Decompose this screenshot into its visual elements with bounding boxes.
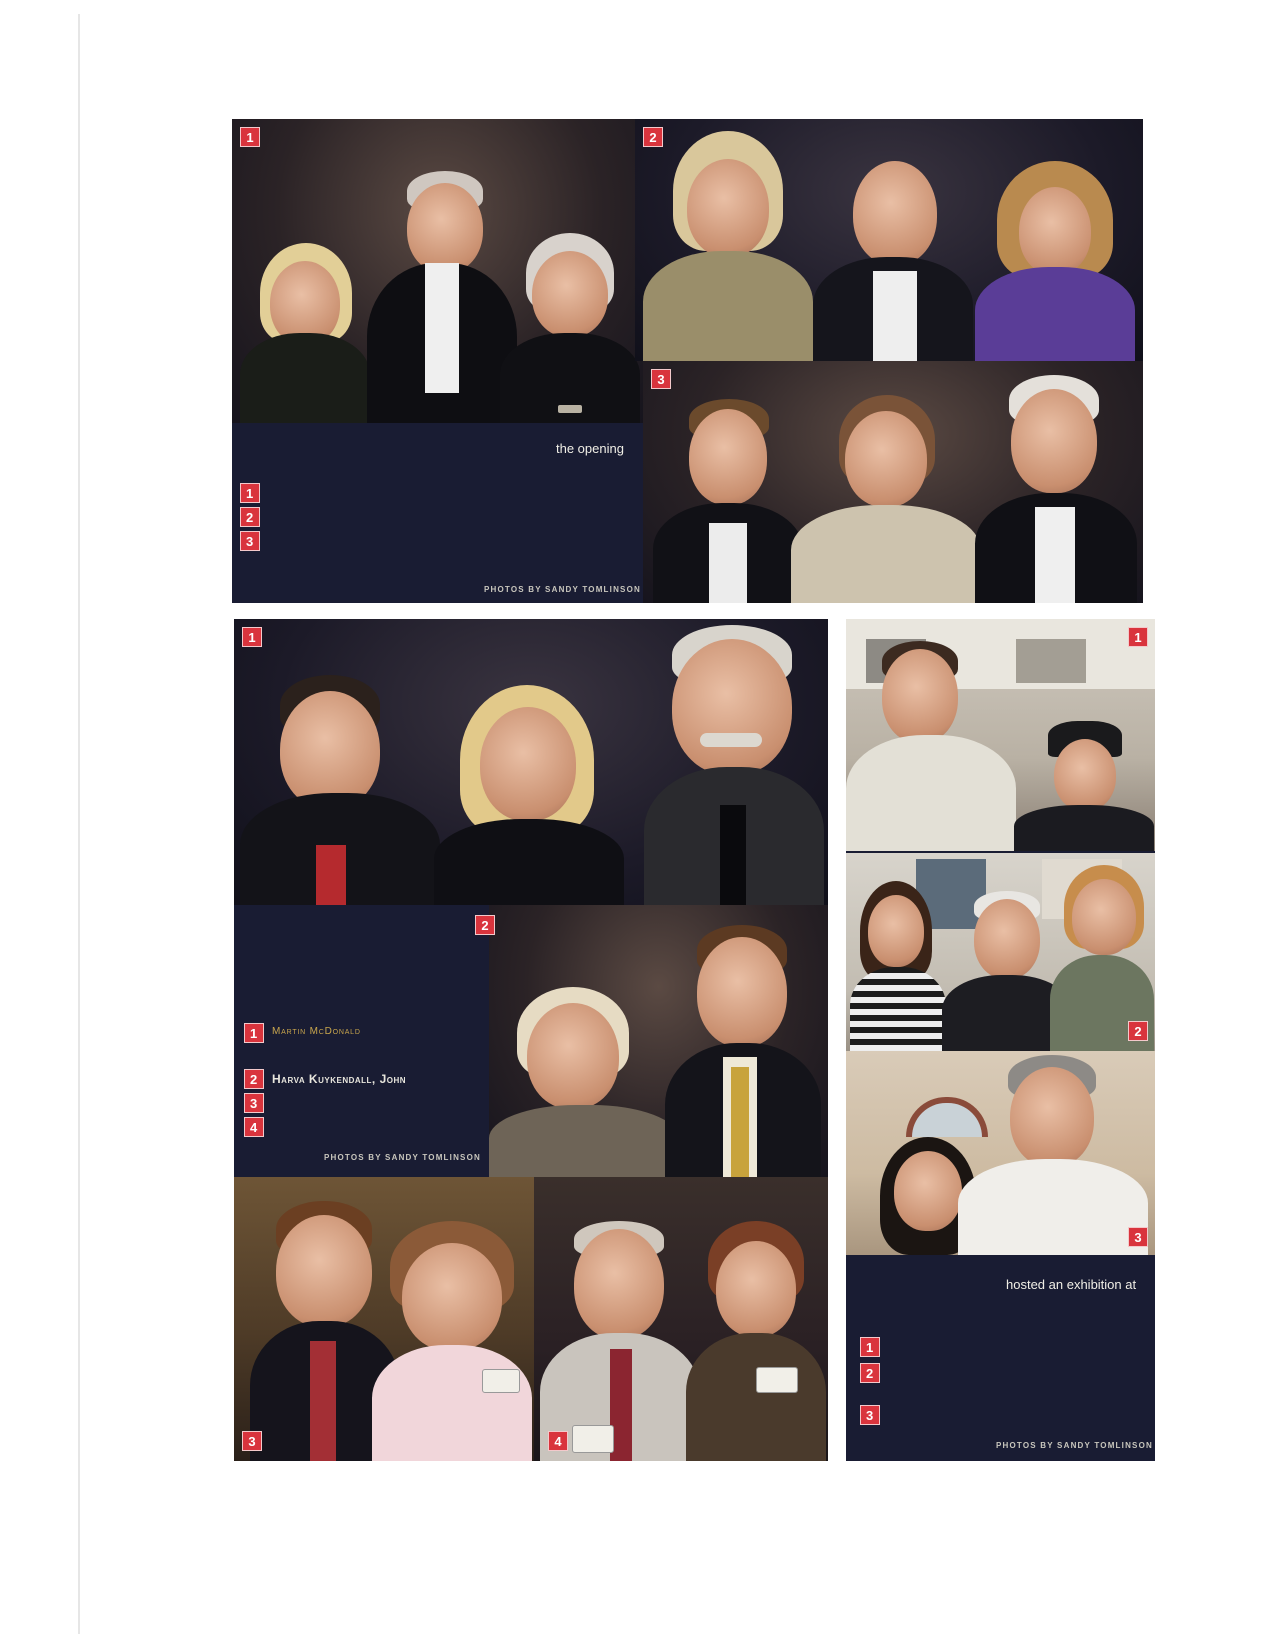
photo-number-badge: 3 [1128,1227,1148,1247]
photo-number-badge: 1 [242,627,262,647]
name-tag [482,1369,520,1393]
caption-highlight: the opening [556,441,624,456]
caption-number-badge: 2 [860,1363,880,1383]
name-tag [756,1367,798,1393]
photo-number-badge: 3 [651,369,671,389]
person [643,131,813,361]
photo-number-badge: 4 [548,1431,568,1451]
photo-number-badge: 3 [242,1431,262,1451]
photo-credit: PHOTOS BY SANDY TOMLINSON [324,1153,481,1162]
photo-number-badge: 2 [643,127,663,147]
caption-number-badge: 1 [244,1023,264,1043]
person [500,223,640,423]
person [850,881,946,1051]
caption-number-badge: 3 [244,1093,264,1113]
person [372,1221,532,1461]
photo-b3 [234,1177,534,1461]
caption-item-highlight: Martin McDonald [272,1026,361,1037]
photo-a2 [635,119,1143,361]
jewel-brooch [558,405,582,413]
caption-number-badge: 2 [240,507,260,527]
person [846,641,1016,851]
person [975,161,1135,361]
caption-number-badge: 1 [860,1337,880,1357]
caption-item-highlight: Harva Kuykendall, John [272,1072,407,1086]
person [791,395,981,603]
event-panel-c [846,619,1155,1461]
person [975,375,1137,603]
caption-number-badge: 1 [240,483,260,503]
caption-list-item [244,1023,480,1063]
event-panel-a [232,119,1143,603]
person [240,223,370,423]
person [434,685,624,905]
page-gutter-line [78,14,80,1634]
photo-b2 [481,905,828,1177]
caption-list-item [244,1117,480,1139]
person [653,395,803,603]
person [489,987,679,1177]
photo-c1 [846,619,1155,851]
caption-list-item [860,1337,1150,1359]
person [958,1055,1148,1255]
caption-list-item [860,1405,1150,1427]
event-panel-b [234,619,828,1461]
person [367,143,517,423]
photo-credit: PHOTOS BY SANDY TOMLINSON [484,585,641,594]
photo-credit: PHOTOS BY SANDY TOMLINSON [996,1441,1153,1450]
photo-number-badge: 2 [1128,1021,1148,1041]
person [1014,721,1154,851]
photo-b4 [534,1177,828,1461]
person [644,625,824,905]
caption-number-badge: 3 [240,531,260,551]
caption-number-badge: 2 [244,1069,264,1089]
caption-list-item [240,483,636,505]
person [686,1221,826,1461]
caption-number-badge: 3 [860,1405,880,1425]
photo-c3 [846,1051,1155,1255]
photo-number-badge: 1 [1128,627,1148,647]
caption-highlight: hosted an exhibition at [1006,1277,1137,1292]
caption-list-item [244,1093,480,1115]
caption-list-item [240,531,636,553]
photo-number-badge: 1 [240,127,260,147]
caption-list-item [244,1069,480,1091]
photo-number-badge: 2 [475,915,495,935]
person [813,161,973,361]
person [665,925,821,1177]
photo-a3 [643,361,1143,603]
photo-b1 [234,619,828,905]
name-tag [572,1425,614,1453]
caption-number-badge: 4 [244,1117,264,1137]
caption-list-item [860,1363,1150,1401]
person [240,675,440,905]
photo-a1 [232,119,646,423]
caption-list-item [240,507,636,529]
person [540,1221,700,1461]
photo-c2 [846,853,1155,1051]
